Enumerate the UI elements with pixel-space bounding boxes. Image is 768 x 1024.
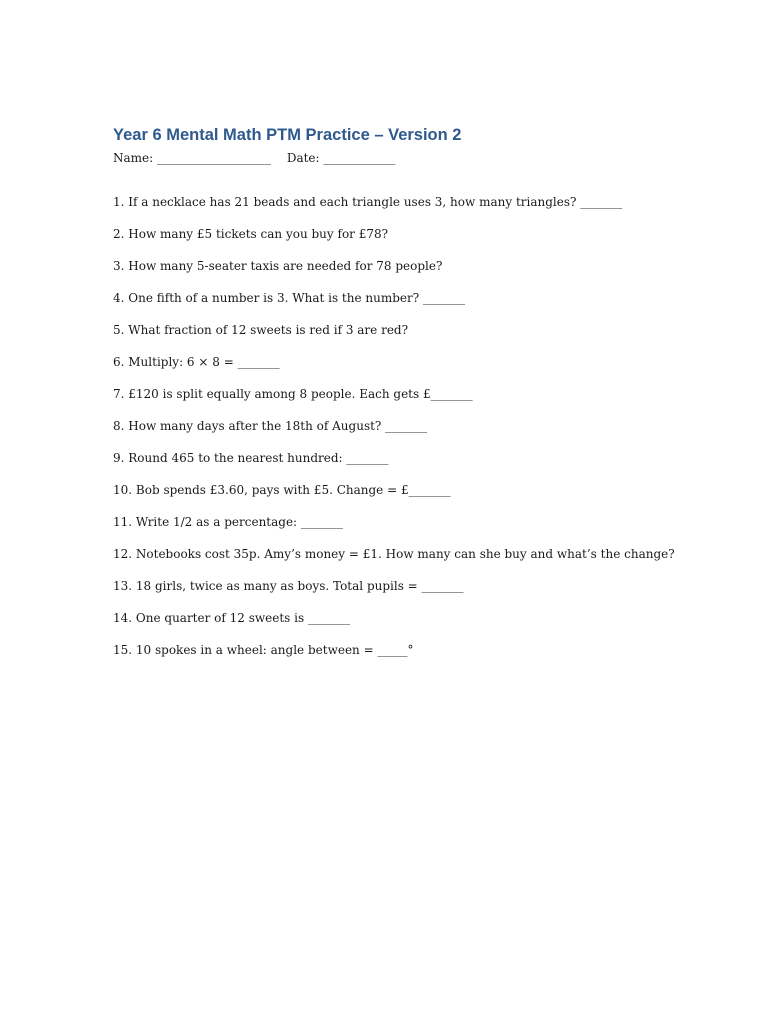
date-field: Date: ____________	[286, 151, 396, 165]
question-11: 11. Write 1/2 as a percentage: _______	[113, 515, 343, 529]
question-13: 13. 18 girls, twice as many as boys. Total pupils = _______	[113, 579, 464, 593]
question-list	[113, 194, 733, 658]
worksheet-title: Year 6 Mental Math PTM Practice – Version 2	[113, 126, 462, 144]
question-5: 5. What fraction of 12 sweets is red if 3 are red?	[113, 323, 409, 337]
question-3: 3. How many 5-seater taxis are needed for 78 people?	[113, 259, 443, 273]
question-1: 1. If a necklace has 21 beads and each triangle uses 3, how many triangles? _______	[113, 195, 623, 209]
question-10: 10. Bob spends £3.60, pays with £5. Change = £_______	[113, 483, 451, 497]
question-8: 8. How many days after the 18th of August? _______	[113, 419, 428, 433]
worksheet-content	[113, 124, 733, 674]
name-field: Name: ___________________	[113, 151, 271, 165]
question-15: 15. 10 spokes in a wheel: angle between = _____°	[113, 643, 414, 657]
question-14: 14. One quarter of 12 sweets is _______	[113, 611, 350, 625]
question-9: 9. Round 465 to the nearest hundred: _______	[113, 451, 389, 465]
question-6: 6. Multiply: 6 × 8 = _______	[113, 355, 280, 369]
question-2: 2. How many £5 tickets can you buy for £78?	[113, 227, 389, 241]
question-4: 4. One fifth of a number is 3. What is the number? _______	[113, 291, 465, 305]
question-7: 7. £120 is split equally among 8 people. Each gets £_______	[113, 387, 473, 401]
question-12: 12. Notebooks cost 35p. Amy’s money = £1. How many can she buy and what’s the change?	[113, 547, 675, 561]
name-date-line	[113, 150, 733, 166]
